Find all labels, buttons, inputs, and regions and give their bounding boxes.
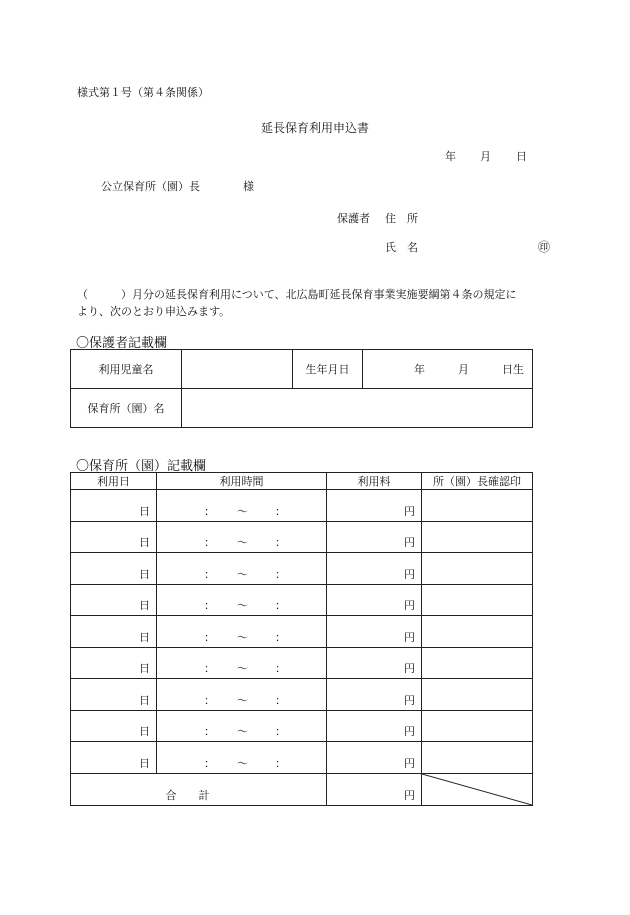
usage-fee-cell[interactable]: 円 — [327, 647, 422, 679]
confirm-seal-cell[interactable] — [422, 553, 533, 585]
confirm-seal-cell[interactable] — [422, 584, 533, 616]
usage-day-cell[interactable]: 日 — [71, 490, 157, 522]
usage-fee-cell[interactable]: 円 — [327, 490, 422, 522]
start-time-colon: ： — [204, 693, 215, 707]
nursery-name-label: 保育所（園）名 — [71, 389, 182, 428]
guardian-entry-table — [70, 349, 533, 428]
guardian-label: 保護者 — [337, 212, 370, 225]
dob-label: 生年月日 — [293, 350, 363, 389]
end-time-colon: ： — [275, 504, 286, 518]
addressee-suffix: 様 — [243, 180, 254, 193]
header-confirm-seal: 所（園）長確認印 — [422, 473, 533, 490]
start-time-colon: ： — [204, 567, 215, 581]
start-time-colon: ： — [204, 504, 215, 518]
confirm-seal-cell[interactable] — [422, 490, 533, 522]
usage-header-row — [71, 473, 533, 490]
usage-time-cell[interactable] — [157, 710, 327, 742]
start-time-colon: ： — [204, 536, 215, 549]
child-name-label: 利用児童名 — [71, 350, 182, 389]
total-row — [71, 773, 533, 805]
usage-record-table — [70, 472, 533, 806]
seal-mark: ㊞ — [538, 240, 551, 254]
usage-day-cell[interactable]: 日 — [71, 616, 157, 648]
usage-time-cell[interactable] — [157, 742, 327, 774]
table-row — [71, 616, 533, 648]
start-time-colon: ： — [204, 756, 215, 770]
usage-time-cell[interactable] — [157, 521, 327, 553]
table-row — [71, 742, 533, 774]
statement-paren: （ ） — [77, 288, 132, 301]
usage-fee-cell[interactable]: 円 — [327, 710, 422, 742]
start-time-colon: ： — [204, 630, 215, 644]
header-usage-date: 利用日 — [71, 473, 157, 490]
table-row — [71, 679, 533, 711]
time-range-tilde: ～ — [237, 630, 248, 644]
statement-line2: より、次のとおり申込みます。 — [77, 305, 231, 318]
section-guardian-heading: 〇保護者記載欄 — [76, 336, 168, 351]
end-time-colon: ： — [275, 756, 286, 770]
time-range-tilde: ～ — [237, 567, 248, 581]
end-time-colon: ： — [275, 693, 286, 707]
usage-time-cell[interactable] — [157, 490, 327, 522]
usage-day-cell[interactable]: 日 — [71, 553, 157, 585]
total-label: 合計 — [71, 773, 327, 805]
total-fee-cell[interactable]: 円 — [327, 773, 422, 805]
time-range-tilde: ～ — [237, 693, 248, 707]
form-number: 様式第１号（第４条関係） — [77, 86, 209, 99]
usage-day-cell[interactable]: 日 — [71, 521, 157, 553]
end-time-colon: ： — [275, 630, 286, 644]
end-time-colon: ： — [275, 662, 286, 675]
usage-fee-cell[interactable]: 円 — [327, 742, 422, 774]
end-time-colon: ： — [275, 725, 286, 738]
date-month-label: 月 — [480, 150, 491, 163]
confirm-seal-cell[interactable] — [422, 647, 533, 679]
guardian-address-label: 住 所 — [385, 212, 418, 225]
diagonal-strike — [422, 774, 532, 805]
confirm-seal-cell[interactable] — [422, 616, 533, 648]
confirm-seal-cell[interactable] — [422, 742, 533, 774]
usage-time-cell[interactable] — [157, 584, 327, 616]
table-row — [71, 647, 533, 679]
confirm-seal-cell[interactable] — [422, 679, 533, 711]
usage-fee-cell[interactable]: 円 — [327, 679, 422, 711]
usage-time-cell[interactable] — [157, 553, 327, 585]
usage-fee-cell[interactable]: 円 — [327, 521, 422, 553]
time-range-tilde: ～ — [237, 756, 248, 770]
usage-fee-cell[interactable]: 円 — [327, 616, 422, 648]
addressee: 公立保育所（園）長 — [101, 180, 200, 193]
time-range-tilde: ～ — [237, 536, 248, 549]
usage-fee-cell[interactable]: 円 — [327, 584, 422, 616]
end-time-colon: ： — [275, 567, 286, 581]
start-time-colon: ： — [204, 599, 215, 612]
usage-day-cell[interactable]: 日 — [71, 742, 157, 774]
child-name-field[interactable] — [182, 350, 293, 389]
start-time-colon: ： — [204, 662, 215, 675]
section-nursery-heading: 〇保育所（園）記載欄 — [76, 459, 207, 474]
header-usage-time: 利用時間 — [157, 473, 327, 490]
total-seal-crossed-cell — [422, 773, 533, 805]
document-title: 延長保育利用申込書 — [261, 121, 370, 135]
header-usage-fee: 利用料 — [327, 473, 422, 490]
guardian-name-label: 氏 名 — [385, 241, 418, 254]
start-time-colon: ： — [204, 725, 215, 738]
usage-time-cell[interactable] — [157, 679, 327, 711]
end-time-colon: ： — [275, 536, 286, 549]
confirm-seal-cell[interactable] — [422, 521, 533, 553]
usage-day-cell[interactable]: 日 — [71, 710, 157, 742]
nursery-name-field[interactable] — [182, 389, 533, 428]
time-range-tilde: ～ — [237, 662, 248, 675]
usage-time-cell[interactable] — [157, 647, 327, 679]
table-row — [71, 553, 533, 585]
usage-time-cell[interactable] — [157, 616, 327, 648]
statement-line1: 月分の延長保育利用について、北広島町延長保育事業実施要綱第４条の規定に — [132, 288, 517, 301]
confirm-seal-cell[interactable] — [422, 710, 533, 742]
table-row — [71, 521, 533, 553]
time-range-tilde: ～ — [237, 599, 248, 612]
table-row — [71, 490, 533, 522]
time-range-tilde: ～ — [237, 725, 248, 738]
table-row — [71, 710, 533, 742]
usage-day-cell[interactable]: 日 — [71, 584, 157, 616]
usage-day-cell[interactable]: 日 — [71, 679, 157, 711]
usage-day-cell[interactable]: 日 — [71, 647, 157, 679]
date-day-label: 日 — [516, 150, 527, 163]
time-range-tilde: ～ — [237, 504, 248, 518]
table-row — [71, 584, 533, 616]
end-time-colon: ： — [275, 599, 286, 612]
dob-field[interactable]: 年 月 日生 — [363, 350, 533, 389]
usage-fee-cell[interactable]: 円 — [327, 553, 422, 585]
date-year-label: 年 — [445, 150, 456, 163]
